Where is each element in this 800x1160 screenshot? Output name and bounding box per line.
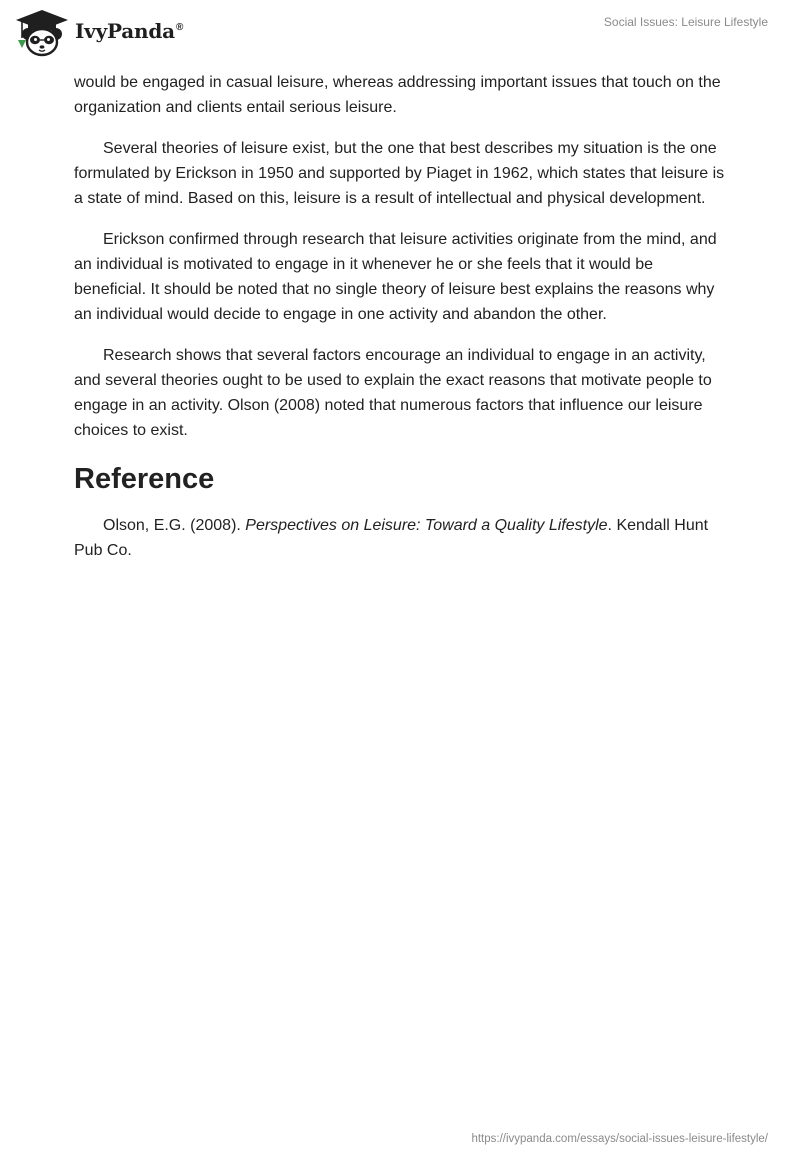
body-paragraph: would be engaged in casual leisure, whereas addressing important issues that touch on the organization and clients entail serious leisure. (74, 74, 721, 116)
registered-mark: ® (175, 22, 184, 34)
page-header (0, 0, 800, 70)
body-paragraph: Erickson confirmed through research that leisure activities originate from the mind, and an individual is motivated to engage in it whenever he or she feels that it would be beneficial. It should be noted that no single theory of leisure best explains the reasons why an individual would decide to engage in one activity and abandon the other. (74, 231, 717, 323)
document-title: Social Issues: Leisure Lifestyle (603, 15, 768, 29)
reference-authors: Olson, E.G. (2008). (103, 517, 246, 534)
source-url[interactable]: https://ivypanda.com/essays/social-issues-leisure-lifestyle/ (471, 1133, 768, 1145)
brand-name: IvyPanda® (75, 19, 184, 43)
reference-publisher: . Kendall Hunt Pub Co. (74, 517, 709, 559)
essay-content (74, 70, 728, 563)
body-paragraph: Several theories of leisure exist, but the one that best describes my situation is the one formulated by Erickson in 1950 and supported by Piaget in 1962, which states that leisure is a state of mind. Based on this, leisure is a result of intellectual and physical development. (74, 140, 725, 207)
reference-heading: Reference (74, 463, 215, 495)
body-paragraph: Research shows that several factors encourage an individual to engage in an activity, and several theories ought to be used to explain the exact reasons that motivate people to engage in an activity. Olson (2008) noted that numerous factors that influence our leisure choices to exist. (74, 347, 712, 439)
panda-graduate-icon (14, 8, 70, 58)
brand-logo[interactable] (14, 8, 183, 58)
reference-entry (74, 513, 728, 563)
reference-title: Perspectives on Leisure: Toward a Quality Lifestyle (245, 517, 608, 534)
